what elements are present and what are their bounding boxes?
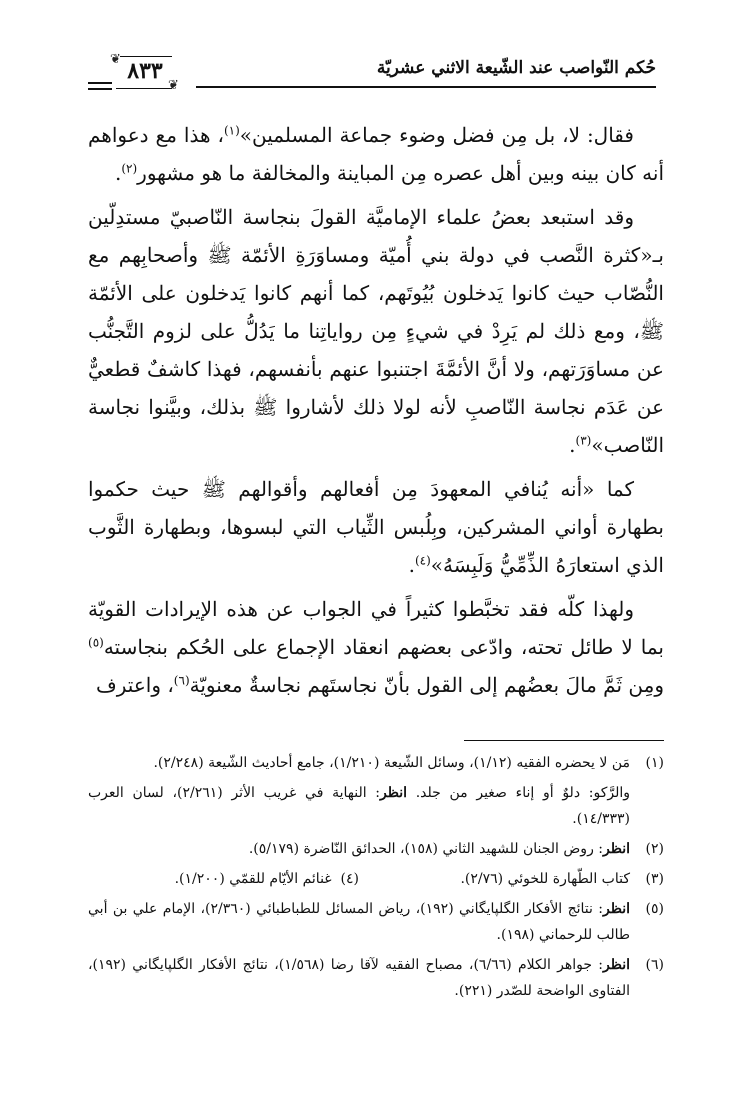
footnote-3-text: كتاب الطّهارة للخوئي (٢/٧٦).	[460, 871, 630, 887]
paragraph-1: فقال: لا، بل مِن فضل وضوء جماعة المسلمين»$^{(١)}$، هذا مع دعواهم أنه كان بينه وبين أهل عصره مِن المباينة والمخالفة ما هو مشهور$^{(٢)}$.	[88, 123, 664, 185]
footnote-ref-4[interactable]: (٤)	[414, 553, 431, 568]
footnote-6: (٦) انظر: جواهر الكلام (٦/٦٦)، مصباح الفقيه لآقا رضا (١/٥٦٨)، نتائج الأفكار الگلپايگاني (١٩٢)، الفتاوى الواضحة للصّدر (٢٢١).	[88, 952, 664, 1004]
footnote-1	[88, 750, 664, 776]
paragraph-4: ولهذا كلّه فقد تخبَّطوا كثيراً في الجواب عن هذه الإيرادات القويّة بما لا طائل تحته، وادّعى بعضهم انعقاد الإجماع على الحُكم بنجاسته$^{(٥)}$ ومِن ثَمَّ مالَ بعضُهم إلى القول بأنّ نجاستَهم نجاسةٌ معنويّة$^{(٦)}$، واعترف	[88, 597, 664, 697]
ornament-icon: ❦	[168, 78, 179, 93]
footnotes	[88, 750, 664, 1008]
page-header	[96, 52, 656, 94]
running-title: حُكم النّواصب عند الشّيعة الاثني عشريّة	[376, 58, 656, 78]
paragraph-3: كما «أنه يُنافي المعهودَ مِن أفعالهم وأقوالهم ﷺ حيث حكموا بطهارة أواني المشركين، وبِلُبس الثِّياب التي لبسوها، وبطهارة الثَّوب الذي استعارَهُ الذِّمِّيُّ وَلَبِسَهُ»$^{(٤)}$.	[88, 477, 664, 577]
footnote-number: (٣)	[645, 871, 664, 887]
footnote-ref-6[interactable]: (٦)	[173, 673, 190, 688]
frame-side-line	[88, 82, 112, 84]
footnote-ref-2[interactable]: (٢)	[121, 161, 138, 176]
frame-side-line	[88, 88, 112, 90]
frame-line-top	[120, 56, 172, 57]
footnote-number: (١)	[645, 755, 664, 771]
footnote-1-continued: والرَّكو: دلوٌ أو إناء صغير من جلد. انظر: النهاية في غريب الأثر (٢/٢٦١)، لسان العرب (١٤/٣٣٣).	[88, 785, 631, 827]
footnote-separator	[464, 740, 664, 741]
footnote-number: (٢)	[645, 841, 664, 857]
footnote-2: (٢) انظر: روض الجنان للشهيد الثاني (١٥٨)، الحدائق النّاضرة (٥/١٧٩).	[88, 836, 664, 862]
page-number-frame	[96, 52, 192, 94]
frame-line-bottom	[116, 88, 172, 89]
ornament-icon: ❦	[110, 52, 121, 67]
footnote-ref-3[interactable]: (٣)	[575, 433, 592, 448]
footnote-text: مَن لا يحضره الفقيه (١/١٢)، وسائل الشّيعة (١/٢١٠)، جامع أحاديث الشّيعة (٢/٢٤٨).	[153, 755, 630, 771]
footnote-number: (٦)	[645, 957, 664, 973]
page-number: ٨٣٣	[127, 58, 163, 84]
footnote-4: (٤) غنائم الأيّام للقمّي (١/٢٠٠).	[174, 871, 359, 887]
footnote-5: (٥) انظر: نتائج الأفكار الگلپايگاني (١٩٢)، رياض المسائل للطباطبائي (٢/٣٦٠)، الإمام علي بن أبي طالب للرحماني (١٩٨).	[88, 896, 664, 948]
footnote-ref-5[interactable]: (٥)	[88, 635, 104, 650]
main-text	[88, 116, 664, 710]
footnote-ref-1[interactable]: (١)	[223, 123, 240, 138]
footnote-number: (٥)	[645, 901, 664, 917]
footnote-3-4	[88, 866, 664, 892]
paragraph-2: وقد استبعد بعضُ علماء الإماميَّة القولَ بنجاسة النّاصبيّ مستدِلّين بـ«كثرة النَّصب في دولة بني أُميّة ومساوَرَةِ الأئمّة ﷺ وأصحابِهم مع النُّصّاب حيث كانوا يَدخلون بُيُوتَهم، كما أنهم كانوا يَدخلون على الأئمّة ﷺ، ومع ذلك لم يَرِدْ في شيءٍ مِن رواياتِنا ما يَدُلُّ على لزوم التَّجنُّب عن مساوَرَتهم، ولا أنَّ الأئمَّةَ اجتنبوا عنهم بأنفسهم، فهذا كاشفٌ قطعيٌّ عن عَدَم نجاسة النّاصبِ لأنه لولا ذلك لأشاروا ﷺ بذلك، وبيَّنوا نجاسة النّاصب»$^{(٣)}$.	[88, 205, 664, 457]
header-rule	[196, 86, 656, 88]
